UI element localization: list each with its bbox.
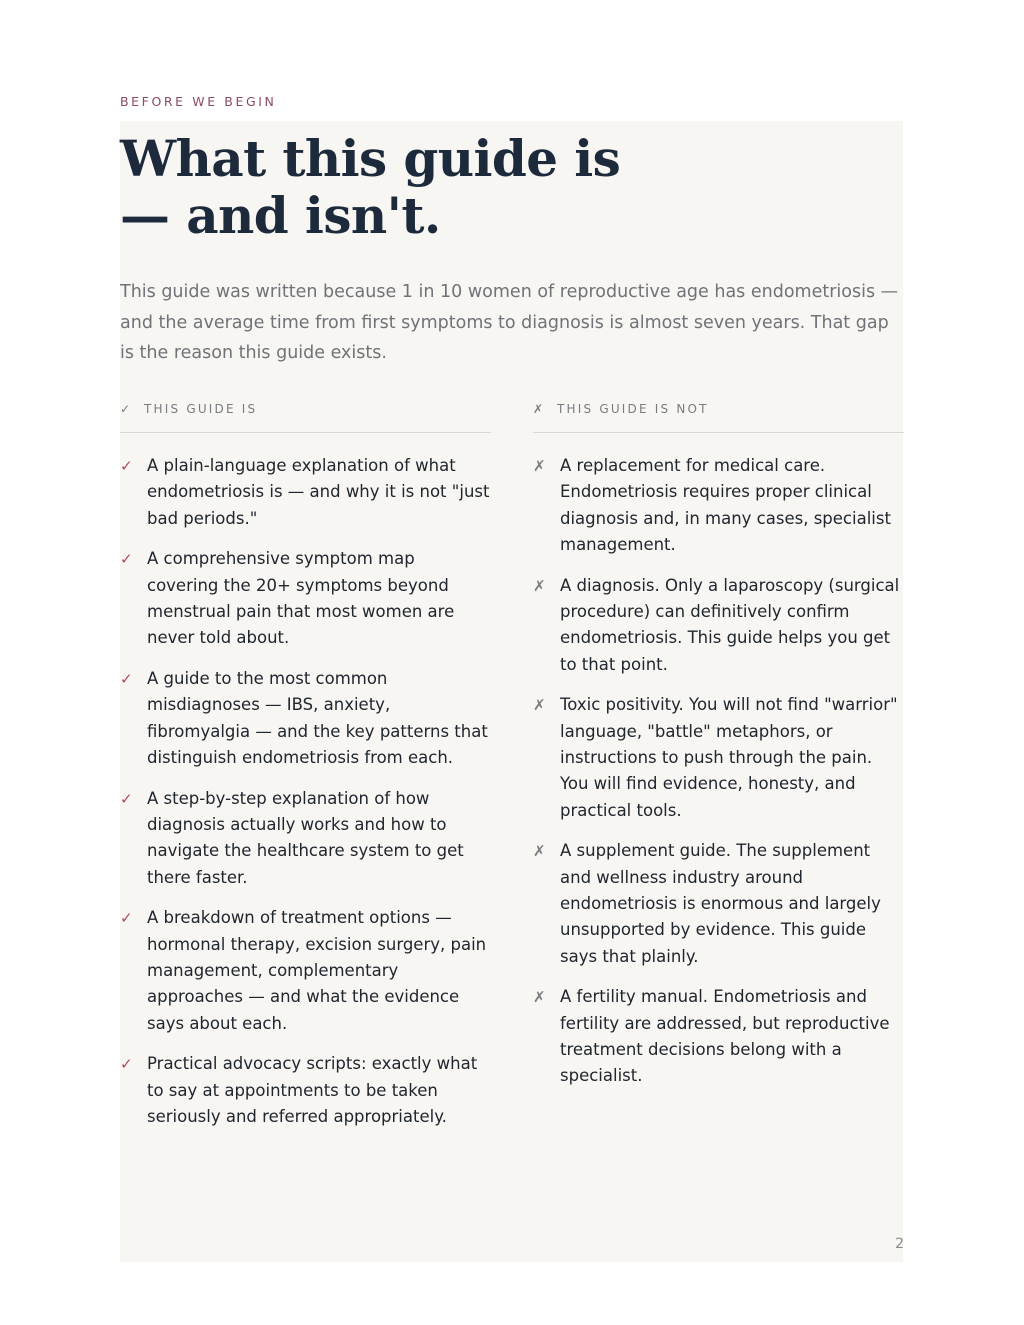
guide-is-not-item — [533, 573, 904, 678]
page-title — [120, 130, 620, 244]
guide-is-item — [120, 1051, 491, 1130]
check-icon: ✓ — [120, 550, 133, 569]
cross-icon: ✗ — [533, 576, 546, 595]
cross-icon: ✗ — [533, 457, 546, 475]
guide-is-item — [120, 905, 491, 1036]
cross-icon: ✗ — [533, 402, 544, 416]
guide-is-item-text: A step-by-step explanation of how diagnosis actually works and how to navigate the healthcare system to get there faster. — [147, 788, 464, 887]
section-eyebrow: BEFORE WE BEGIN — [120, 94, 277, 109]
guide-is-item-text: A breakdown of treatment options — hormonal therapy, excision surgery, pain management, complementary approaches — and what the evidence says about each. — [147, 908, 487, 1033]
cross-icon: ✗ — [533, 988, 546, 1007]
guide-is-item-text: Practical advocacy scripts: exactly what to say at appointments to be taken seriously and referred appropriately. — [147, 1054, 478, 1127]
guide-is-header-label: THIS GUIDE IS — [144, 402, 258, 416]
guide-is-item — [120, 453, 491, 532]
guide-is-not-column — [533, 400, 904, 1104]
guide-is-not-item — [533, 984, 904, 1089]
cross-icon: ✗ — [533, 696, 546, 715]
guide-is-not-header-label: THIS GUIDE IS NOT — [557, 402, 709, 416]
check-icon: ✓ — [120, 402, 131, 416]
page-number: 2 — [895, 1236, 904, 1252]
title-line-2: — and isn't. — [120, 186, 441, 245]
guide-is-item-text: A guide to the most common misdiagnoses — IBS, anxiety, fibromyalgia — and the key patterns that distinguish endometriosis from each. — [147, 669, 488, 767]
guide-is-not-header — [533, 400, 904, 433]
guide-is-item-text: A plain-language explanation of what endometriosis is — and why it is not "just bad periods." — [147, 456, 490, 528]
guide-is-not-item-text: A diagnosis. Only a laparoscopy (surgical procedure) can definitively confirm endometriosis. This guide helps you get to that point. — [560, 575, 900, 674]
guide-is-not-item-text: Toxic positivity. You will not find "warrior" language, "battle" metaphors, or instructions to push through the pain. You will find evidence, honesty, and practical tools. — [560, 695, 898, 820]
guide-is-not-item — [533, 453, 904, 558]
guide-is-item — [120, 666, 491, 771]
check-icon: ✓ — [120, 909, 133, 928]
guide-is-item — [120, 546, 491, 651]
guide-is-not-item — [533, 692, 904, 823]
title-line-1: What this guide is — [120, 129, 621, 188]
guide-is-not-item-text: A fertility manual. Endometriosis and fertility are addressed, but reproductive treatment decisions belong with a specialist. — [560, 987, 890, 1086]
guide-is-item-text: A comprehensive symptom map covering the 20+ symptoms beyond menstrual pain that most women are never told about. — [147, 549, 455, 648]
check-icon: ✓ — [120, 670, 133, 689]
cross-icon: ✗ — [533, 842, 546, 861]
guide-is-column — [120, 400, 491, 1145]
guide-is-header — [120, 400, 491, 433]
guide-is-not-list — [533, 453, 904, 1090]
check-icon: ✓ — [120, 1055, 133, 1074]
guide-is-not-item-text: A replacement for medical care. Endometriosis requires proper clinical diagnosis and, in many cases, specialist management. — [560, 456, 891, 554]
guide-is-not-item — [533, 838, 904, 969]
guide-is-list — [120, 453, 491, 1130]
intro-paragraph: This guide was written because 1 in 10 women of reproductive age has endometriosis — and the average time from first symptoms to diagnosis is almost seven years. That gap is the reason this guide exists. — [120, 282, 899, 363]
check-icon: ✓ — [120, 457, 133, 475]
guide-is-not-item-text: A supplement guide. The supplement and wellness industry around endometriosis is enormous and largely unsupported by evidence. This guide says that plainly. — [560, 841, 881, 966]
check-icon: ✓ — [120, 789, 133, 808]
guide-is-item — [120, 786, 491, 891]
